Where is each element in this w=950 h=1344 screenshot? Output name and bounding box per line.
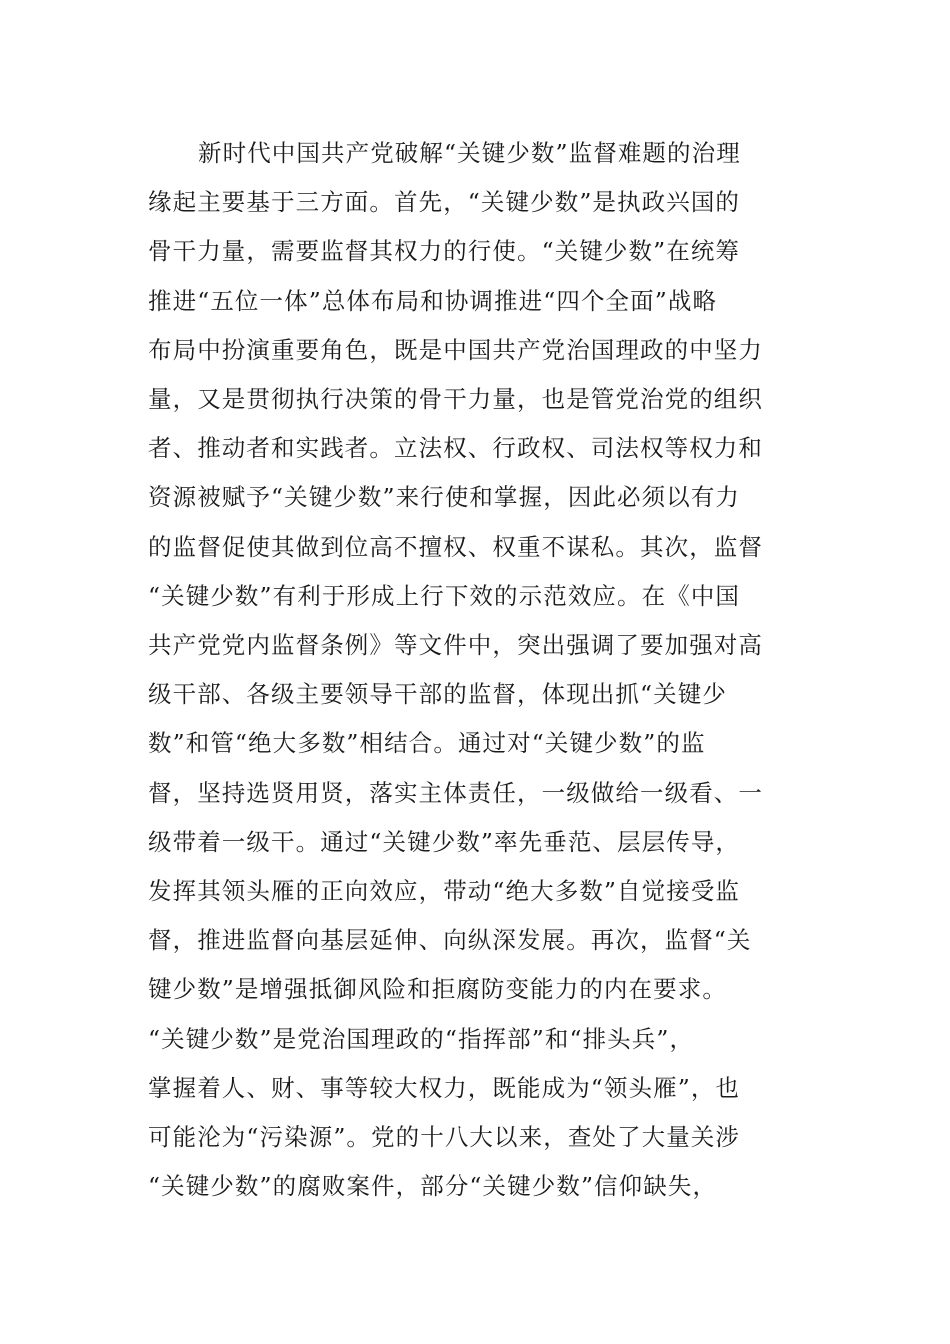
body-paragraph — [148, 129, 788, 1211]
paragraph-line: 督，推进监督向基层延伸、向纵深发展。再次，监督“关 — [148, 926, 752, 955]
paragraph-line: 的监督促使其做到位高不擅权、权重不谋私。其次，监督 — [148, 532, 763, 561]
paragraph-line: 量，又是贯彻执行决策的骨干力量，也是管党治党的组织 — [148, 385, 763, 414]
paragraph-line: 缘起主要基于三方面。首先，“关键少数”是执政兴国的 — [148, 188, 741, 217]
paragraph-line: 推进“五位一体”总体布局和协调推进“四个全面”战略 — [148, 286, 718, 315]
paragraph-line: 资源被赋予“关键少数”来行使和掌握，因此必须以有力 — [148, 483, 741, 512]
paragraph-line: 发挥其领头雁的正向效应，带动“绝大多数”自觉接受监 — [148, 877, 741, 906]
paragraph-line: 级带着一级干。通过“关键少数”率先垂范、层层传导， — [148, 827, 741, 856]
paragraph-line: “关键少数”的腐败案件，部分“关键少数”信仰缺失， — [148, 1172, 718, 1201]
paragraph-line: 布局中扮演重要角色，既是中国共产党治国理政的中坚力 — [148, 335, 763, 364]
paragraph-line: 掌握着人、财、事等较大权力，既能成为“领头雁”，也 — [148, 1073, 741, 1102]
paragraph-line: 共产党党内监督条例》等文件中，突出强调了要加强对高 — [148, 631, 763, 660]
paragraph-line: 数”和管“绝大多数”相结合。通过对“关键少数”的监 — [148, 729, 706, 758]
paragraph-line: 骨干力量，需要监督其权力的行使。“关键少数”在统筹 — [148, 237, 741, 266]
paragraph-line: “关键少数”是党治国理政的“指挥部”和“排头兵”， — [148, 1024, 695, 1053]
paragraph-line: 级干部、各级主要领导干部的监督，体现出抓“关键少 — [148, 680, 727, 709]
paragraph-line: 键少数”是增强抵御风险和拒腐防变能力的内在要求。 — [148, 975, 727, 1004]
paragraph-line: 督，坚持选贤用贤，落实主体责任，一级做给一级看、一 — [148, 778, 763, 807]
paragraph-line: 新时代中国共产党破解“关键少数”监督难题的治理 — [198, 139, 741, 167]
paragraph-line: 者、推动者和实践者。立法权、行政权、司法权等权力和 — [148, 434, 763, 463]
paragraph-line: 可能沦为“污染源”。党的十八大以来，查处了大量关涉 — [148, 1123, 741, 1152]
paragraph-line: “关键少数”有利于形成上行下效的示范效应。在《中国 — [148, 581, 741, 610]
